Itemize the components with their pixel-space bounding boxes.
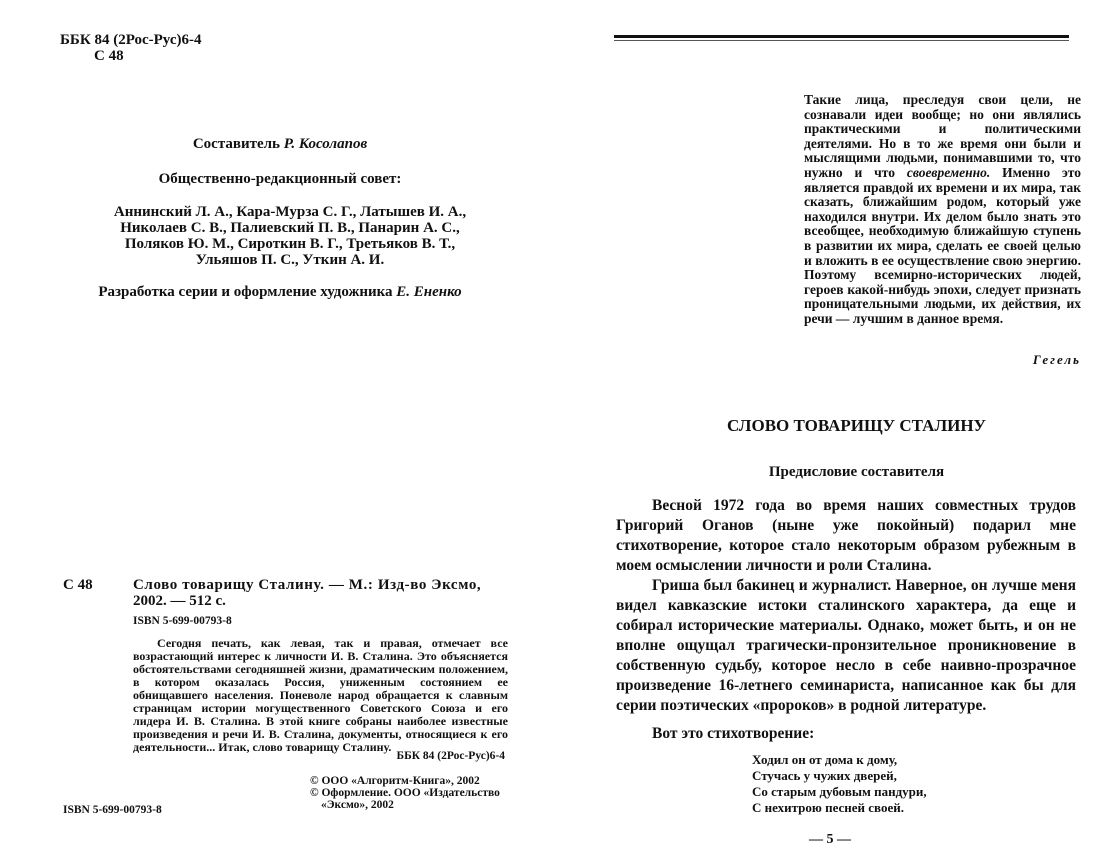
council-line: Аннинский Л. А., Кара-Мурза С. Г., Латышев И. А., — [113, 204, 467, 220]
bbk-classification — [60, 32, 202, 64]
council-line: Ульяшов П. С., Уткин А. И. — [195, 252, 385, 268]
epigraph-author: Гегель — [1032, 352, 1081, 367]
epigraph — [804, 93, 1081, 327]
catalog-line-1: Слово товарищу Сталину. — М.: Изд-во Эксмо, — [133, 577, 482, 593]
compiler-name: Р. Косолапов — [283, 136, 368, 152]
council-line: Поляков Ю. М., Сироткин В. Г., Третьяков В. Т., — [124, 236, 456, 252]
preface-body — [616, 496, 1076, 716]
compiler-label: Составитель — [192, 136, 280, 152]
council-members — [80, 204, 500, 268]
poem-line: Со старым дубовым пандури, — [752, 784, 927, 799]
copyright-block — [310, 775, 500, 811]
bbk-code-bottom: ББК 84 (2Рос-Рус)6-4 — [396, 750, 505, 762]
catalog-entry — [133, 577, 505, 609]
annotation: Сегодня печать, как левая, так и правая, отмечает все возрастающий интерес к личности И. В. Сталина. Это объясняется обстоятельствами сегодняшней жизни, драматическим положением, в котором оказалась Россия, униженным состоянием ее обнищавшего населения. Поневоле народ обращается к славным страницам истории могущественного Советского Союза и его лидера И. В. Сталина. В этой книге собраны наиболее известные произведения и речи И. В. Сталина, документы, относящиеся к его деятельности... Итак, слово товарищу Сталину. — [133, 636, 508, 754]
poem-line: Ходил он от дома к дому, — [752, 752, 898, 767]
paragraph: Весной 1972 года во время наших совместных трудов Григорий Оганов (ныне уже покойный) подарил мне стихотворение, которое стало некоторым образом рубежным в моем осмыслении личности и роли Сталина. — [616, 497, 1076, 574]
chapter-title: СЛОВО ТОВАРИЩУ СТАЛИНУ — [726, 416, 987, 435]
copyright-line: «Эксмо», 2002 — [321, 799, 394, 811]
paragraph: Гриша был бакинец и журналист. Наверное, он лучше меня видел кавказские истоки сталинского характера, да еще и собирал исторические материалы. Однако, может быть, и он не вполне ощущал трагически-пронзительное проникновение в собственную судьбу, которое несло в себе наивно-прозрачное произведение 16-летнего семинариста, написанное как бы для серии поэтических «пророков» в родной литературе. — [616, 577, 1076, 714]
council-title: Общественно-редакционный совет: — [158, 171, 402, 187]
page-number: — 5 — — [809, 832, 851, 847]
bbk-code: ББК 84 (2Рос-Рус)6-4 — [60, 32, 202, 48]
copyright-line: © ООО «Алгоритм-Книга», 2002 — [310, 775, 480, 787]
compiler-credit — [0, 136, 560, 153]
catalog-line-2: 2002. — 512 с. — [133, 593, 226, 609]
copyright-line: © Оформление. ООО «Издательство — [310, 787, 500, 799]
isbn: ISBN 5-699-00793-8 — [133, 615, 232, 627]
catalog-code: С 48 — [63, 577, 93, 593]
header-rule — [614, 35, 1069, 38]
poem-line: С нехитрою песней своей. — [752, 800, 904, 815]
epigraph-emphasis: своевременно. — [906, 164, 991, 180]
design-credit — [0, 284, 560, 301]
poem-line: Стучась у чужих дверей, — [752, 768, 897, 783]
designer-name: Е. Ененко — [396, 284, 462, 300]
author-sign: С 48 — [94, 48, 124, 64]
design-label: Разработка серии и оформление художника — [98, 284, 393, 300]
poem — [752, 752, 927, 816]
epigraph-text-rest: Именно это является правдой их времени и их мира, так сказать, ближайшим родом, который уже находился внутри. Их делом было знать это всеобщее, необходимую ближайшую ступень в развитии их мира, сделать ее своей целью и вложить в ее осуществление свою энергию. Поэтому всемирно-исторических людей, героев какой-нибудь эпохи, следует признать проницательными людьми, их действия, их речи — лучшим в данное время. — [804, 164, 1081, 326]
isbn-bottom: ISBN 5-699-00793-8 — [63, 804, 162, 816]
header-rule-thin — [614, 40, 1069, 41]
council-line: Николаев С. В., Палиевский П. В., Панарин А. С., — [120, 220, 460, 236]
poem-intro: Вот это стихотворение: — [652, 725, 815, 742]
epigraph-text: Такие лица, преследуя свои цели, не сознавали идеи вообще; но они являлись практическими и политическими деятелями. Но в то же время они были и мыслящими людьми, понимавшими то, что нужно и что — [804, 92, 1081, 180]
preface-title: Предисловие составителя — [768, 464, 945, 480]
